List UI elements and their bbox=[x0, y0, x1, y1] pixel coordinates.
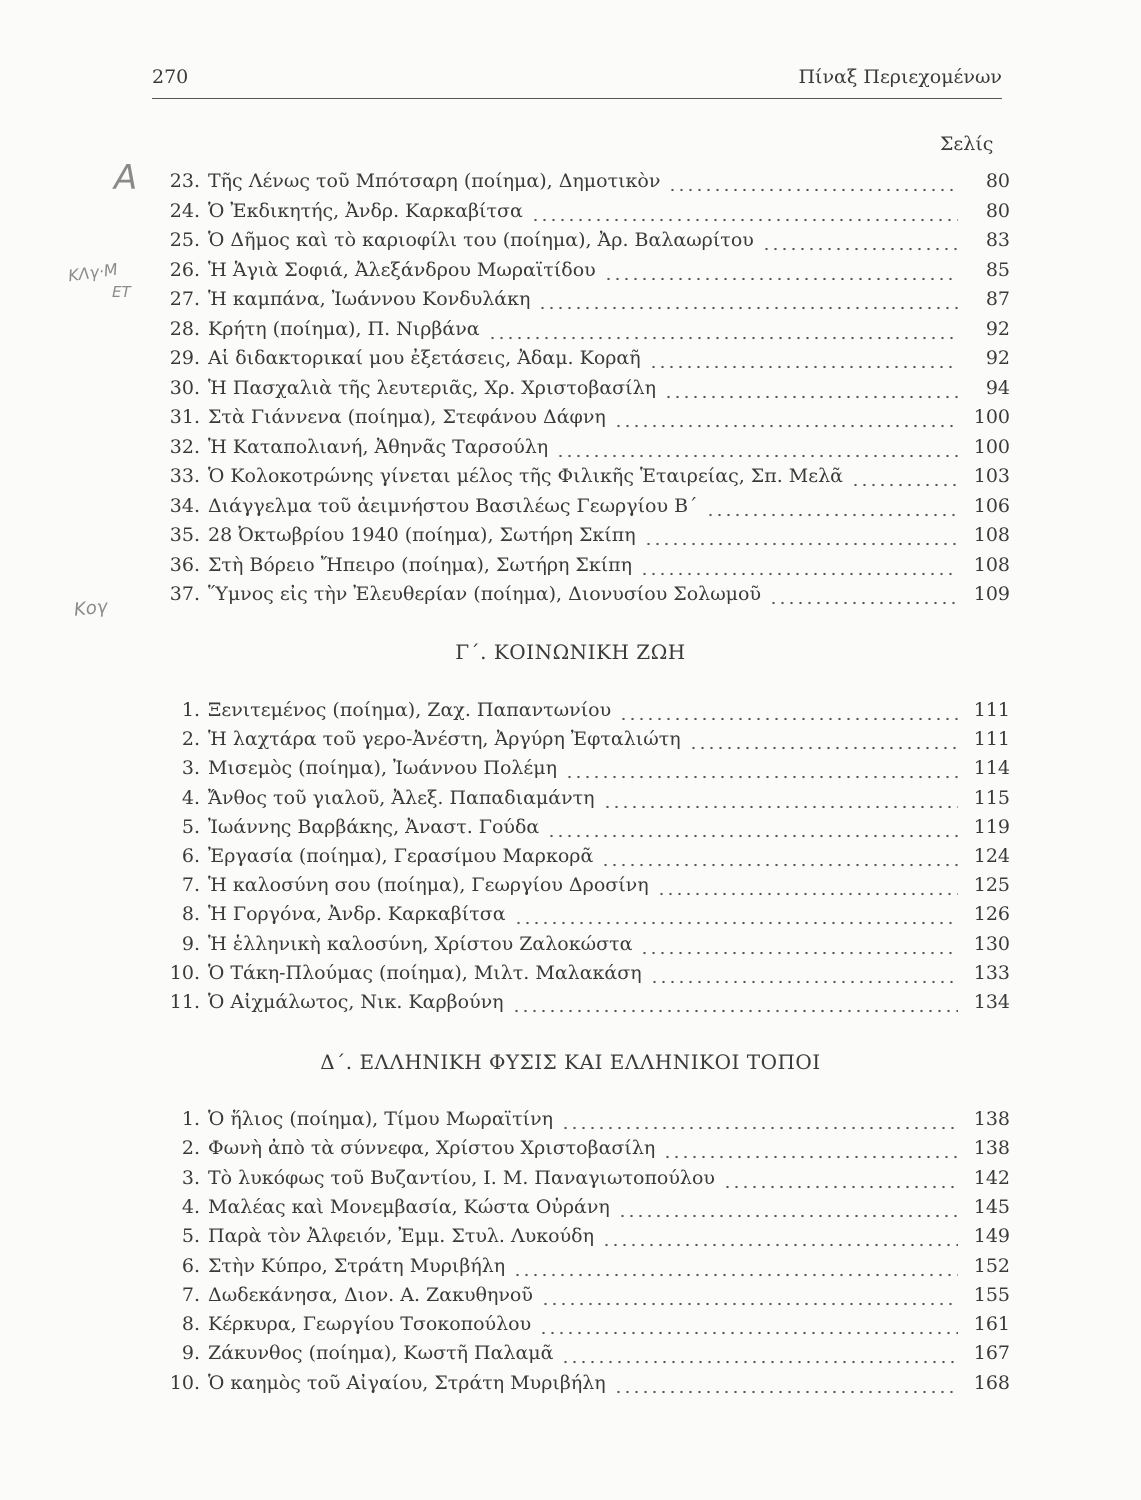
dot-leader bbox=[603, 795, 958, 809]
dot-leader bbox=[531, 208, 958, 222]
toc-entry bbox=[148, 1255, 1010, 1283]
section-title: Δ΄. ΕΛΛΗΝΙΚΗ ΦΥΣΙΣ ΚΑΙ ΕΛΛΗΝΙΚΟΙ ΤΟΠΟΙ bbox=[320, 1050, 821, 1074]
entry-page: 145 bbox=[973, 1195, 1010, 1218]
entry-number: 9. bbox=[181, 1342, 200, 1365]
entry-number: 34. bbox=[169, 494, 200, 517]
entry-page: 85 bbox=[985, 258, 1010, 281]
entry-page: 124 bbox=[973, 845, 1010, 867]
entry-title: Ὁ Αἰχμάλωτος, Νικ. Καρβούνη bbox=[208, 991, 504, 1013]
toc-entry bbox=[148, 200, 1010, 228]
entry-title: Ἐργασία (ποίημα), Γερασίμου Μαρκορᾶ bbox=[208, 845, 594, 867]
entry-title: Διάγγελμα τοῦ ἀειμνήστου Βασιλέως Γεωργίου Β΄ bbox=[208, 494, 698, 517]
entry-page: 111 bbox=[973, 728, 1010, 751]
entry-page: 149 bbox=[973, 1225, 1010, 1248]
entry-title: 28 Ὀκτωβρίου 1940 (ποίημα), Σωτήρη Σκίπη bbox=[208, 524, 636, 546]
entry-page: 168 bbox=[973, 1371, 1010, 1394]
dot-leader bbox=[602, 1233, 958, 1247]
entry-page: 119 bbox=[973, 815, 1010, 838]
entry-number: 10. bbox=[169, 961, 200, 984]
dot-leader bbox=[650, 970, 958, 984]
entry-number: 33. bbox=[169, 465, 200, 487]
entry-number: 10. bbox=[169, 1371, 200, 1394]
entry-title: Μαλέας καὶ Μονεμβασία, Κώστα Οὐράνη bbox=[208, 1195, 610, 1218]
entry-page: 87 bbox=[985, 288, 1010, 310]
entry-number: 2. bbox=[181, 1137, 200, 1160]
dot-leader bbox=[539, 1321, 958, 1335]
entry-number: 29. bbox=[169, 347, 200, 369]
entry-number: 24. bbox=[169, 199, 200, 222]
entry-page: 83 bbox=[985, 229, 1010, 251]
page-header bbox=[152, 60, 1002, 99]
entry-number: 35. bbox=[169, 524, 200, 546]
margin-note-kog: Κογ bbox=[72, 596, 109, 621]
dot-leader bbox=[663, 1145, 958, 1159]
entry-title: Ὁ Τάκη-Πλούμας (ποίημα), Μιλτ. Μαλακάση bbox=[208, 961, 642, 984]
entry-number: 27. bbox=[169, 288, 200, 310]
entry-page: 138 bbox=[973, 1108, 1010, 1130]
entry-page: 92 bbox=[985, 317, 1010, 340]
entry-title: Ὁ Κολοκοτρώνης γίνεται μέλος τῆς Φιλικῆς Ἑταιρείας, Σπ. Μελᾶ bbox=[208, 465, 843, 487]
entry-title: Φωνὴ ἀπὸ τὰ σύννεφα, Χρίστου Χριστοβασίλη bbox=[208, 1137, 656, 1160]
entry-page: 167 bbox=[973, 1342, 1010, 1365]
entry-page: 115 bbox=[973, 786, 1010, 809]
entry-title: Τὸ λυκόφως τοῦ Βυζαντίου, Ι. Μ. Παναγιωτοπούλου bbox=[208, 1166, 715, 1189]
dot-leader bbox=[565, 765, 958, 779]
toc-entry bbox=[148, 495, 1010, 523]
dot-leader bbox=[513, 1263, 958, 1277]
entry-page: 100 bbox=[973, 435, 1010, 458]
toc-entry bbox=[148, 554, 1010, 582]
toc-entry bbox=[148, 170, 1010, 198]
entry-title: Στὰ Γιάννενα (ποίημα), Στεφάνου Δάφνη bbox=[208, 406, 606, 428]
dot-leader bbox=[614, 1380, 958, 1394]
dot-leader bbox=[649, 355, 958, 369]
toc-entry bbox=[148, 347, 1010, 375]
dot-leader bbox=[851, 473, 958, 487]
dot-leader bbox=[614, 414, 958, 428]
entry-title: Δωδεκάνησα, Διον. Α. Ζακυθηνοῦ bbox=[208, 1283, 533, 1306]
entry-page: 114 bbox=[973, 757, 1010, 780]
dot-leader bbox=[723, 1175, 958, 1189]
toc-entry bbox=[148, 406, 1010, 434]
dot-leader bbox=[762, 237, 958, 251]
dot-leader bbox=[512, 999, 958, 1013]
entry-title: Στὴ Βόρειο Ἤπειρο (ποίημα), Σωτήρη Σκίπη bbox=[208, 553, 633, 576]
entry-title: Ἡ Γοργόνα, Ἀνδρ. Καρκαβίτσα bbox=[208, 903, 506, 926]
entry-page: 111 bbox=[973, 699, 1010, 721]
dot-leader bbox=[547, 824, 958, 838]
entry-number: 23. bbox=[169, 170, 200, 192]
entry-number: 2. bbox=[181, 728, 200, 751]
toc-entry bbox=[148, 259, 1010, 287]
dot-leader bbox=[488, 326, 958, 340]
entry-number: 5. bbox=[181, 815, 200, 838]
toc-entry bbox=[148, 377, 1010, 405]
toc-entry bbox=[148, 583, 1010, 611]
dot-leader bbox=[689, 736, 958, 750]
toc-entry bbox=[148, 874, 1010, 902]
entry-title: Ὕμνος εἰς τὴν Ἐλευθερίαν (ποίημα), Διονυσίου Σολωμοῦ bbox=[208, 583, 762, 605]
entry-title: Ἄνθος τοῦ γιαλοῦ, Ἀλεξ. Παπαδιαμάντη bbox=[208, 786, 595, 809]
toc-entry bbox=[148, 436, 1010, 464]
margin-note-a: A bbox=[114, 158, 138, 198]
entry-number: 11. bbox=[169, 991, 200, 1013]
entry-title: Ἡ Ἁγιὰ Σοφιά, Ἀλεξάνδρου Μωραϊτίδου bbox=[208, 258, 596, 281]
toc-entry bbox=[148, 1167, 1010, 1195]
dot-leader bbox=[538, 296, 958, 310]
entry-page: 126 bbox=[973, 903, 1010, 926]
page-column-label: Σελίς bbox=[940, 133, 994, 155]
entry-page: 109 bbox=[973, 583, 1010, 605]
entry-number: 30. bbox=[169, 376, 200, 399]
dot-leader bbox=[657, 882, 958, 896]
entry-page: 80 bbox=[985, 170, 1010, 192]
running-title: Πίναξ Περιεχομένων bbox=[798, 66, 1002, 88]
toc-entry bbox=[148, 229, 1010, 257]
entry-number: 9. bbox=[181, 932, 200, 955]
entry-number: 4. bbox=[181, 1195, 200, 1218]
dot-leader bbox=[561, 1116, 958, 1130]
entry-title: Στὴν Κύπρο, Στράτη Μυριβήλη bbox=[208, 1254, 506, 1277]
dot-leader bbox=[561, 1350, 958, 1364]
entry-number: 36. bbox=[169, 553, 200, 576]
entry-title: Ἡ καλοσύνη σου (ποίημα), Γεωργίου Δροσίνη bbox=[208, 874, 649, 897]
dot-leader bbox=[619, 707, 958, 721]
entry-title: Ὁ καημὸς τοῦ Αἰγαίου, Στράτη Μυριβήλη bbox=[208, 1371, 606, 1394]
entry-title: Παρὰ τὸν Ἀλφειόν, Ἐμμ. Στυλ. Λυκούδη bbox=[208, 1225, 594, 1248]
entry-number: 8. bbox=[181, 1313, 200, 1336]
entry-number: 3. bbox=[181, 757, 200, 780]
toc-entry bbox=[148, 1225, 1010, 1253]
entry-page: 94 bbox=[985, 376, 1010, 399]
entry-number: 7. bbox=[181, 1283, 200, 1306]
entry-title: Ἡ καμπάνα, Ἰωάννου Κονδυλάκη bbox=[208, 288, 531, 310]
toc-entry bbox=[148, 524, 1010, 552]
entry-number: 1. bbox=[181, 699, 200, 721]
toc-entry bbox=[148, 787, 1010, 815]
dot-leader bbox=[769, 591, 958, 605]
entry-title: Ὁ ἥλιος (ποίημα), Τίμου Μωραϊτίνη bbox=[208, 1108, 553, 1130]
dot-leader bbox=[601, 853, 958, 867]
dot-leader bbox=[640, 562, 958, 576]
entry-page: 125 bbox=[973, 874, 1010, 897]
dot-leader bbox=[556, 444, 958, 458]
page-number: 270 bbox=[152, 66, 189, 88]
entry-page: 133 bbox=[973, 961, 1010, 984]
entry-page: 152 bbox=[973, 1254, 1010, 1277]
entry-title: Ὁ Ἐκδικητής, Ἀνδρ. Καρκαβίτσα bbox=[208, 199, 523, 222]
entry-number: 5. bbox=[181, 1225, 200, 1248]
entry-page: 108 bbox=[973, 553, 1010, 576]
entry-number: 6. bbox=[181, 845, 200, 867]
entry-number: 4. bbox=[181, 786, 200, 809]
entry-number: 37. bbox=[169, 583, 200, 605]
toc-entry bbox=[148, 757, 1010, 785]
entry-title: Ἡ Πασχαλιὰ τῆς λευτεριᾶς, Χρ. Χριστοβασίλη bbox=[208, 376, 657, 399]
entry-page: 142 bbox=[973, 1166, 1010, 1189]
entry-title: Κρήτη (ποίημα), Π. Νιρβάνα bbox=[208, 317, 480, 340]
entry-title: Ἡ ἑλληνικὴ καλοσύνη, Χρίστου Ζαλοκώστα bbox=[208, 932, 633, 955]
toc-entry bbox=[148, 318, 1010, 346]
entry-title: Ξενιτεμένος (ποίημα), Ζαχ. Παπαντωνίου bbox=[208, 699, 612, 721]
entry-title: Αἱ διδακτορικαί μου ἐξετάσεις, Ἀδαμ. Κοραῆ bbox=[208, 347, 641, 369]
entry-page: 108 bbox=[973, 524, 1010, 546]
dot-leader bbox=[541, 1292, 958, 1306]
entry-number: 6. bbox=[181, 1254, 200, 1277]
entry-title: Ἡ λαχτάρα τοῦ γερο-Ἀνέστη, Ἀργύρη Ἐφταλιώτη bbox=[208, 728, 681, 751]
toc-entry bbox=[148, 699, 1010, 727]
margin-note-et: ΕΤ bbox=[112, 283, 131, 301]
toc-entry bbox=[148, 991, 1010, 1019]
toc-entry bbox=[148, 962, 1010, 990]
toc-entry bbox=[148, 288, 1010, 316]
toc-entry bbox=[148, 1342, 1010, 1370]
entry-number: 8. bbox=[181, 903, 200, 926]
entry-title: Κέρκυρα, Γεωργίου Τσοκοπούλου bbox=[208, 1313, 532, 1336]
entry-number: 26. bbox=[169, 258, 200, 281]
margin-note-klgm: ΚΛγ·Μ bbox=[66, 259, 119, 286]
dot-leader bbox=[604, 267, 958, 281]
entry-number: 32. bbox=[169, 435, 200, 458]
entry-page: 161 bbox=[973, 1313, 1010, 1336]
toc-entry bbox=[148, 1313, 1010, 1341]
dot-leader bbox=[706, 503, 958, 517]
entry-number: 25. bbox=[169, 229, 200, 251]
entry-page: 134 bbox=[973, 991, 1010, 1013]
entry-number: 1. bbox=[181, 1108, 200, 1130]
toc-entry bbox=[148, 728, 1010, 756]
section-title: Γ΄. ΚΟΙΝΩΝΙΚΗ ΖΩΗ bbox=[455, 640, 686, 664]
toc-entry bbox=[148, 1196, 1010, 1224]
toc-entry bbox=[148, 1108, 1010, 1136]
toc-entry bbox=[148, 1137, 1010, 1165]
entry-page: 106 bbox=[973, 494, 1010, 517]
entry-title: Μισεμὸς (ποίημα), Ἰωάννου Πολέμη bbox=[208, 757, 558, 780]
entry-number: 7. bbox=[181, 874, 200, 897]
entry-page: 155 bbox=[973, 1283, 1010, 1306]
entry-title: Ὁ Δῆμος καὶ τὸ καριοφίλι του (ποίημα), Ἀρ. Βαλαωρίτου bbox=[208, 229, 754, 251]
toc-entry bbox=[148, 903, 1010, 931]
entry-number: 28. bbox=[169, 317, 200, 340]
toc-entry bbox=[148, 845, 1010, 873]
entry-title: Ἡ Καταπολιανή, Ἀθηνᾶς Ταρσούλη bbox=[208, 435, 549, 458]
entry-number: 3. bbox=[181, 1166, 200, 1189]
entry-title: Ἰωάννης Βαρβάκης, Ἀναστ. Γούδα bbox=[208, 815, 540, 838]
toc-entry bbox=[148, 816, 1010, 844]
dot-leader bbox=[640, 941, 958, 955]
entry-page: 103 bbox=[973, 465, 1010, 487]
dot-leader bbox=[664, 385, 958, 399]
dot-leader bbox=[644, 532, 958, 546]
toc-entry bbox=[148, 465, 1010, 493]
toc-entry bbox=[148, 1284, 1010, 1312]
dot-leader bbox=[668, 178, 958, 192]
dot-leader bbox=[618, 1204, 958, 1218]
entry-page: 130 bbox=[973, 932, 1010, 955]
entry-page: 80 bbox=[985, 199, 1010, 222]
entry-title: Ζάκυνθος (ποίημα), Κωστῆ Παλαμᾶ bbox=[208, 1342, 554, 1365]
entry-title: Τῆς Λένως τοῦ Μπότσαρη (ποίημα), Δημοτικὸν bbox=[208, 170, 661, 192]
entry-page: 100 bbox=[973, 406, 1010, 428]
entry-number: 31. bbox=[169, 406, 200, 428]
toc-entry bbox=[148, 1372, 1010, 1400]
entry-page: 138 bbox=[973, 1137, 1010, 1160]
toc-entry bbox=[148, 933, 1010, 961]
dot-leader bbox=[514, 911, 958, 925]
entry-page: 92 bbox=[985, 347, 1010, 369]
